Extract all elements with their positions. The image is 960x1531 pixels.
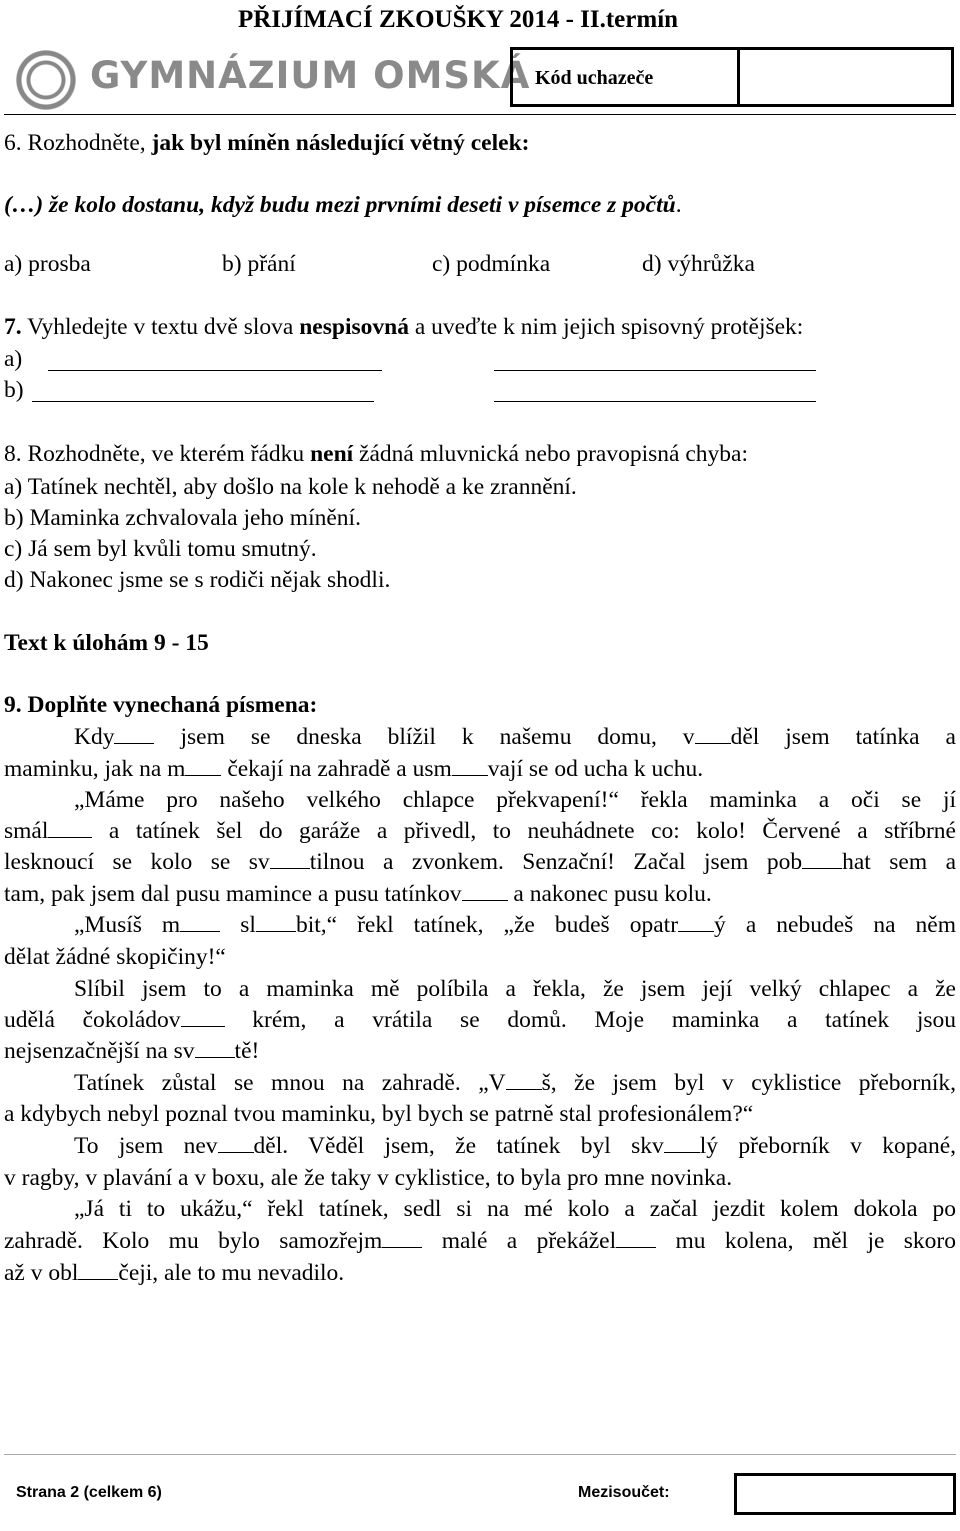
- q9-line-3: „Máme pro našeho velkého chlapce překvapení!“ řekla maminka a oči se jí: [74, 787, 956, 813]
- q6-option-c: c) podmínka: [432, 251, 551, 277]
- q7-rest: a uveďte k nim jejich spisovný protějšek:: [414, 314, 804, 340]
- q7-prompt: [4, 312, 956, 343]
- q9-line-7: „Musíš m sl bit,“ řekl tatínek, „že budeš opatr ý a nebudeš na něm: [74, 912, 957, 938]
- q7-a-label: a): [4, 346, 23, 372]
- q6-option-a: a) prosba: [4, 251, 91, 277]
- q8-option-c: c) Já sem byl kvůli tomu smutný.: [4, 536, 317, 562]
- q9-line-5: lesknoucí se kolo se sv tilnou a zvonkem. Senzační! Začal jsem pob hat sem a: [4, 849, 956, 875]
- gap-4[interactable]: [452, 774, 488, 776]
- q9-line-1: Kdy jsem se dneska blížil k našemu domu, v děl jsem tatínka a: [74, 724, 956, 750]
- gap-14[interactable]: [506, 1088, 542, 1090]
- gap-8[interactable]: [462, 899, 508, 901]
- gap-5[interactable]: [48, 836, 92, 838]
- q9-line-17: zahradě. Kolo mu bylo samozřejm malé a překážel mu kolena, měl je skoro: [4, 1228, 956, 1254]
- q8-rest: žádná mluvnická nebo pravopisná chyba:: [359, 441, 748, 467]
- gap-3[interactable]: [185, 774, 221, 776]
- gap-19[interactable]: [78, 1278, 118, 1280]
- gap-12[interactable]: [181, 1025, 225, 1027]
- gap-2[interactable]: [695, 742, 731, 744]
- text-heading: Text k úlohám 9 - 15: [4, 630, 209, 656]
- applicant-code-box: [510, 47, 954, 107]
- q7-number: 7.: [4, 314, 22, 340]
- q6-number: 6.: [4, 130, 22, 156]
- q9-line-16: „Já ti to ukážu,“ řekl tatínek, sedl si na mé kolo a začal jezdit kolem dokola po: [74, 1196, 956, 1222]
- q9-line-6: tam, pak jsem dal pusu mamince a pusu tatínkov a nakonec pusu kolu.: [4, 881, 712, 907]
- q8-lead: Rozhodněte, ve kterém řádku: [27, 441, 305, 467]
- q6-lead: Rozhodněte,: [27, 130, 146, 156]
- applicant-code-divider: [737, 50, 740, 104]
- gap-11[interactable]: [678, 930, 714, 932]
- q7-bold: nespisovná: [299, 314, 409, 340]
- gap-1[interactable]: [114, 742, 154, 744]
- header-rule: [4, 114, 956, 115]
- q6-option-d: d) výhrůžka: [642, 251, 755, 277]
- exam-title: PŘIJÍMACÍ ZKOUŠKY 2014 - II.termín: [238, 6, 679, 33]
- gap-15[interactable]: [218, 1151, 254, 1153]
- q6-sentence: [4, 190, 956, 221]
- q7-b-answer-2[interactable]: [494, 401, 816, 402]
- q6-sentence-end: .: [675, 192, 682, 218]
- subtotal-box[interactable]: [734, 1473, 956, 1515]
- gap-17[interactable]: [382, 1246, 422, 1248]
- gap-10[interactable]: [256, 930, 296, 932]
- footer-rule: [4, 1454, 956, 1455]
- q7-a-answer-1[interactable]: [48, 370, 382, 371]
- q9-line-15: v ragby, v plavání a v boxu, ale že taky v cyklistice, to byla pro mne novinka.: [4, 1165, 733, 1191]
- q8-prompt: [4, 439, 956, 470]
- q7-a-answer-2[interactable]: [494, 370, 816, 371]
- gap-13[interactable]: [195, 1056, 235, 1058]
- q9-line-2: maminku, jak na m čekají na zahradě a usm vají se od ucha k uchu.: [4, 756, 704, 782]
- gap-16[interactable]: [664, 1151, 700, 1153]
- gap-18[interactable]: [616, 1246, 656, 1248]
- gap-6[interactable]: [270, 867, 310, 869]
- q9-line-10: udělá čokoládov krém, a vrátila se domů. Moje maminka a tatínek jsou: [4, 1007, 957, 1033]
- school-name: GYMNÁZIUM OMSKÁ: [90, 54, 531, 97]
- applicant-code-label: Kód uchazeče: [535, 67, 654, 89]
- q9-line-12: Tatínek zůstal se mnou na zahradě. „V š, že jsem byl v cyklistice přeborník,: [74, 1070, 956, 1096]
- q8-option-b: b) Maminka zchvalovala jeho mínění.: [4, 505, 361, 531]
- page-number: Strana 2 (celkem 6): [16, 1484, 162, 1501]
- q6-option-b: b) přání: [222, 251, 296, 277]
- q9-line-11: nejsenzačnější na sv tě!: [4, 1038, 260, 1064]
- q7-b-label: b): [4, 377, 24, 403]
- gap-9[interactable]: [180, 930, 220, 932]
- q6-prompt: [4, 128, 956, 159]
- q6-sentence-text: (…) že kolo dostanu, když budu mezi prvními deseti v písemce z počtů: [4, 192, 676, 218]
- gap-7[interactable]: [802, 867, 842, 869]
- subtotal-label: Mezisoučet:: [578, 1484, 670, 1501]
- q8-bold: není: [310, 441, 354, 467]
- q8-option-d: d) Nakonec jsme se s rodiči nějak shodli.: [4, 567, 391, 593]
- q9-line-8: dělat žádné skopičiny!“: [4, 944, 226, 970]
- school-logo-icon: [16, 50, 76, 110]
- q8-number: 8.: [4, 441, 22, 467]
- q7-lead: Vyhledejte v textu dvě slova: [27, 314, 294, 340]
- q9-line-13: a kdybych nebyl poznal tvou maminku, byl bych se patrně stal profesionálem?“: [4, 1101, 754, 1127]
- q6-bold: jak byl míněn následující větný celek:: [151, 130, 530, 156]
- q7-b-answer-1[interactable]: [32, 401, 374, 402]
- q9-line-9: Slíbil jsem to a maminka mě políbila a řekla, že jsem její velký chlapec a že: [74, 976, 956, 1002]
- q9-heading: 9. Doplňte vynechaná písmena:: [4, 692, 318, 718]
- q9-line-18: až v obl čeji, ale to mu nevadilo.: [4, 1260, 345, 1286]
- q9-line-14: To jsem nev děl. Věděl jsem, že tatínek byl skv lý přeborník v kopané,: [74, 1133, 956, 1159]
- q9-line-4: smál a tatínek šel do garáže a přivedl, to neuhádnete co: kolo! Červené a stříbrné: [4, 818, 956, 844]
- q8-option-a: a) Tatínek nechtěl, aby došlo na kole k nehodě a ke zrannění.: [4, 474, 577, 500]
